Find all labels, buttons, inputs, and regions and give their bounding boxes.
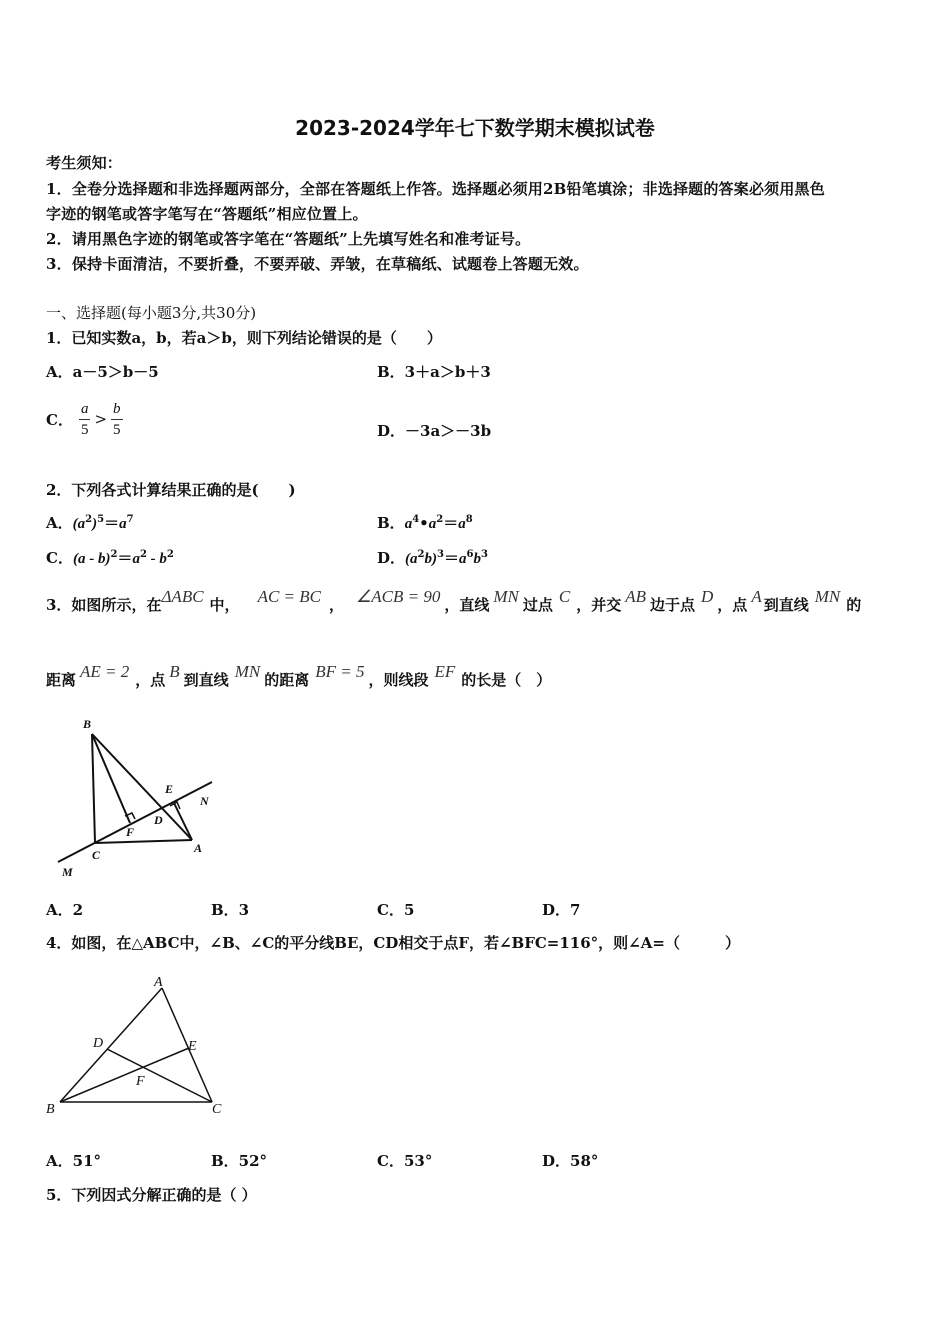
q2-option-b-label: B． bbox=[377, 514, 405, 532]
q3-text: 的长是（ ） bbox=[461, 671, 552, 689]
q5-stem: 5．下列因式分解正确的是（ ） bbox=[46, 1186, 257, 1204]
label-d: D bbox=[93, 1036, 104, 1051]
fraction-b-over-5 bbox=[111, 399, 123, 440]
q1-stem: 1．已知实数a，b，若a＞b，则下列结论错误的是（ ） bbox=[46, 329, 442, 347]
q3-math: AE = 2 bbox=[80, 662, 130, 681]
q3-line2 bbox=[46, 662, 552, 690]
notice-item-1: 1．全卷分选择题和非选择题两部分，全部在答题纸上作答。选择题必须用2B铅笔填涂；非选择题的答案必须用黑色 bbox=[46, 180, 825, 198]
frac-den-5: 5 bbox=[80, 421, 89, 438]
segment-ac bbox=[162, 988, 212, 1102]
label-c: C bbox=[92, 848, 101, 862]
notice-item-3: 3．保持卡面清洁，不要折叠，不要弄破、弄皱，在草稿纸、试题卷上答题无效。 bbox=[46, 255, 589, 273]
q2-option-a: A．$(a^2)^5=a^7$ bbox=[46, 514, 134, 532]
q2-option-c-label: C． bbox=[46, 549, 73, 567]
q3-text: ，直线 bbox=[444, 596, 490, 614]
q2-option-d-label: D． bbox=[377, 549, 406, 567]
segment-be bbox=[60, 1048, 189, 1102]
label-f: F bbox=[136, 1074, 145, 1089]
q3-math: C bbox=[558, 587, 571, 606]
label-a: A bbox=[194, 841, 203, 855]
q3-math: EF bbox=[434, 662, 456, 681]
q3-math: ∠ACB = 90 bbox=[356, 587, 441, 606]
q1-option-c bbox=[46, 396, 123, 442]
label-a: A bbox=[154, 975, 163, 990]
q3-math: D bbox=[701, 587, 714, 606]
q3-math: ΔABC bbox=[161, 587, 204, 606]
q4-option-a: A．51° bbox=[46, 1152, 102, 1170]
frac-den-5b: 5 bbox=[113, 421, 121, 438]
segment-ca bbox=[95, 840, 192, 843]
q4-figure bbox=[40, 972, 240, 1122]
q4-option-b: B．52° bbox=[211, 1152, 268, 1170]
q3-option-c: C．5 bbox=[377, 901, 415, 919]
q4-option-c: C．53° bbox=[377, 1152, 433, 1170]
q3-math: AB bbox=[625, 587, 646, 606]
q2-option-d: D．$(a^2b)^3=a^6b^3$ bbox=[377, 549, 488, 567]
label-b: B bbox=[83, 717, 92, 731]
notice-item-1-cont: 字迹的钢笔或答字笔写在“答题纸”相应位置上。 bbox=[46, 205, 368, 223]
label-f: F bbox=[126, 825, 135, 839]
q3-math: AC = BC bbox=[257, 587, 321, 606]
q3-option-d: D．7 bbox=[542, 901, 581, 919]
segment-ba bbox=[92, 734, 192, 840]
q3-math: MN bbox=[234, 662, 261, 681]
frac-num-b: b bbox=[111, 399, 123, 420]
greater-than: > bbox=[94, 410, 108, 428]
label-m: M bbox=[62, 865, 73, 879]
q3-text: ，点 bbox=[135, 671, 166, 689]
q3-option-b: B．3 bbox=[211, 901, 250, 919]
q3-text: ，点 bbox=[717, 596, 748, 614]
segment-ba bbox=[60, 988, 162, 1102]
notice-heading: 考生须知： bbox=[46, 154, 123, 172]
q2-option-b: B．$a^4•a^2=a^8$ bbox=[377, 514, 473, 532]
q3-line1 bbox=[46, 587, 862, 615]
q3-math: BF = 5 bbox=[315, 662, 365, 681]
fraction-a-over-5 bbox=[79, 399, 91, 440]
q3-text: 过点 bbox=[522, 596, 553, 614]
label-e: E bbox=[165, 782, 174, 796]
q3-text: 3．如图所示，在 bbox=[46, 596, 162, 614]
label-c: C bbox=[212, 1102, 222, 1117]
q2-stem: 2．下列各式计算结果正确的是( ) bbox=[46, 481, 296, 499]
q1-option-b: B．3＋a＞b＋3 bbox=[377, 363, 491, 381]
q2-option-c: C．$(a - b)^2=a^2 - b^2$ bbox=[46, 549, 174, 567]
q3-math: MN bbox=[814, 587, 841, 606]
q3-text: ， bbox=[328, 596, 344, 614]
q3-text: 的距离 bbox=[264, 671, 310, 689]
segment-ae bbox=[174, 803, 192, 840]
q3-text: 边于点 bbox=[650, 596, 696, 614]
q1-option-c-label: C． bbox=[46, 410, 73, 429]
line-mn bbox=[58, 782, 212, 862]
q3-option-a: A．2 bbox=[46, 901, 84, 919]
page-title: 2023-2024学年七下数学期末模拟试卷 bbox=[295, 116, 655, 140]
q3-text: 到直线 bbox=[183, 671, 229, 689]
q3-text: 的 bbox=[846, 596, 862, 614]
q3-math: MN bbox=[493, 587, 519, 606]
notice-item-2: 2．请用黑色字迹的钢笔或答字笔在“答题纸”上先填写姓名和准考证号。 bbox=[46, 230, 531, 248]
segment-bf bbox=[92, 734, 130, 823]
q3-text: 中， bbox=[209, 596, 240, 614]
label-d: D bbox=[154, 813, 163, 827]
q2-option-a-label: A． bbox=[46, 514, 73, 532]
segment-bc bbox=[92, 734, 95, 843]
q3-text: ，则线段 bbox=[368, 671, 429, 689]
q4-stem: 4．如图，在△ABC中，∠B、∠C的平分线BE，CD相交于点F，若∠BFC=116°，则∠A=（ ） bbox=[46, 934, 740, 952]
label-e: E bbox=[188, 1039, 197, 1054]
frac-num-a: a bbox=[79, 399, 91, 420]
q4-option-d: D．58° bbox=[542, 1152, 599, 1170]
q3-text: 距离 bbox=[46, 671, 77, 689]
q3-figure bbox=[50, 712, 230, 882]
section-heading: 一、选择题(每小题3分,共30分) bbox=[46, 304, 257, 322]
q3-math: B bbox=[169, 662, 180, 681]
label-n: N bbox=[200, 794, 209, 808]
q1-option-d: D．－3a＞－3b bbox=[377, 422, 492, 440]
label-b: B bbox=[46, 1102, 55, 1117]
q3-math: A bbox=[751, 587, 762, 606]
q3-text: 到直线 bbox=[763, 596, 809, 614]
q1-option-a: A．a－5＞b－5 bbox=[46, 363, 159, 381]
q3-text: ，并交 bbox=[576, 596, 622, 614]
